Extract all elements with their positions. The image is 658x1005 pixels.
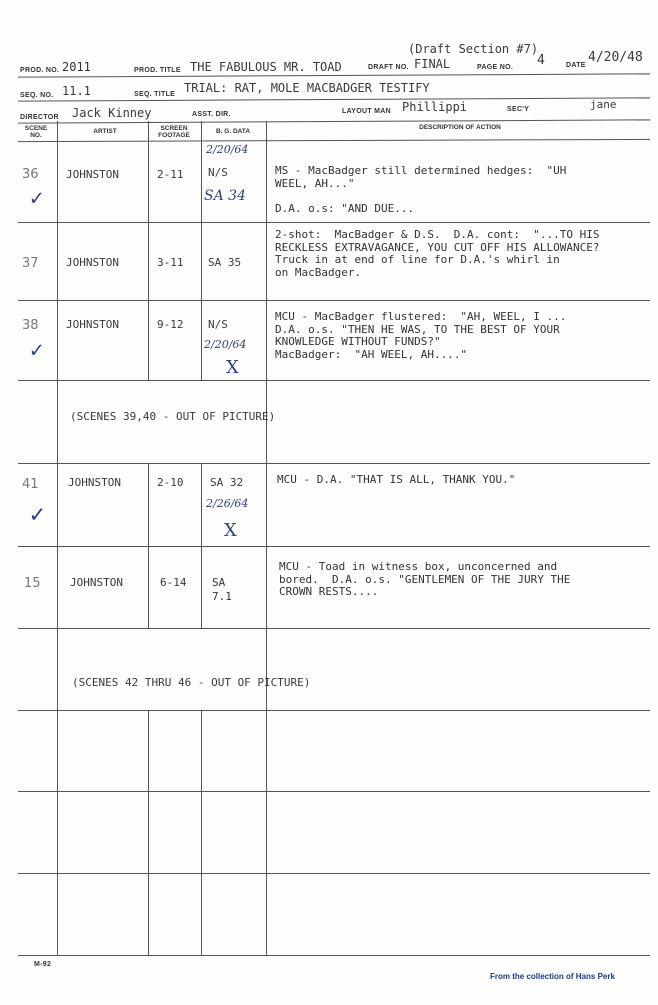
scene-number: 38 bbox=[22, 318, 39, 333]
secy-label: SEC'Y bbox=[507, 106, 530, 113]
artist: JOHNSTON bbox=[70, 576, 123, 589]
bg-hand-date: 2/20/64 bbox=[206, 143, 249, 156]
collection-credit: From the collection of Hans Perk bbox=[490, 972, 615, 981]
date: 4/20/48 bbox=[588, 50, 643, 65]
seq-no-label: SEQ. NO. bbox=[20, 92, 54, 99]
col-line-1 bbox=[57, 121, 58, 955]
draft-section: (Draft Section #7) bbox=[408, 42, 539, 56]
scene-number: 37 bbox=[22, 256, 39, 271]
artist: JOHNSTON bbox=[66, 256, 119, 269]
col-head-bg-data: B. G. DATA bbox=[215, 128, 251, 135]
layout-man-label: LAYOUT MAN bbox=[342, 108, 392, 115]
table-header-rule bbox=[18, 139, 650, 142]
prod-no: 2011 bbox=[62, 60, 91, 74]
col-line-4 bbox=[266, 121, 267, 955]
bg-data: SA 32 bbox=[210, 476, 244, 489]
page-no: 4 bbox=[537, 53, 545, 68]
col-line-3 bbox=[201, 121, 202, 955]
note-row-mask-2 bbox=[58, 629, 266, 710]
director: Jack Kinney bbox=[72, 106, 152, 120]
col-head-scene: SCENE NO. bbox=[24, 125, 48, 139]
seq-title: TRIAL: RAT, MOLE MACBADGER TESTIFY bbox=[184, 81, 430, 95]
note-out-of-picture: (SCENES 42 THRU 46 - OUT OF PICTURE) bbox=[72, 676, 311, 689]
screen-footage: 6-14 bbox=[160, 576, 187, 589]
check-mark: ✓ bbox=[30, 338, 44, 363]
row-rule-41 bbox=[18, 546, 650, 547]
scene-number: 36 bbox=[22, 167, 39, 182]
col-head-artist: ARTIST bbox=[93, 128, 117, 135]
bg-hand-mark: X bbox=[226, 357, 239, 378]
bg-data: SA 7.1 bbox=[212, 576, 232, 603]
bg-data: N/S bbox=[208, 318, 228, 331]
row-rule-42-46 bbox=[18, 710, 650, 711]
description: MCU - MacBadger flustered: "AH, WEEL, I ... D.A. o.s. "THEN HE WAS, TO THE BEST OF YOUR KNOWLEDGE WITHOUT FUNDS?" MacBadger: "AH WEEL, AH...." bbox=[275, 310, 567, 361]
row-rule-37 bbox=[18, 300, 650, 301]
prod-title: THE FABULOUS MR. TOAD bbox=[190, 60, 342, 74]
screen-footage: 9-12 bbox=[157, 318, 184, 331]
screen-footage: 2-10 bbox=[157, 476, 184, 489]
row-rule-blank-1 bbox=[18, 791, 650, 792]
date-label: DATE bbox=[566, 62, 586, 69]
secy: jane bbox=[590, 98, 617, 111]
scene-number: 15 bbox=[24, 576, 41, 591]
description: MCU - Toad in witness box, unconcerned and bored. D.A. o.s. "GENTLEMEN OF THE JURY THE CROWN RESTS.... bbox=[279, 560, 571, 598]
draft-no: FINAL bbox=[414, 57, 451, 71]
prod-no-label: PROD. NO. bbox=[20, 67, 60, 74]
col-head-description: DESCRIPTION OF ACTION bbox=[419, 124, 501, 131]
layout-man: Phillippi bbox=[402, 100, 468, 114]
draft-no-label: DRAFT NO. bbox=[368, 64, 409, 71]
note-out-of-picture: (SCENES 39,40 - OUT OF PICTURE) bbox=[70, 410, 276, 423]
asst-dir-label: ASST. DIR. bbox=[192, 111, 231, 118]
screen-footage: 2-11 bbox=[157, 168, 184, 181]
header-rule-2 bbox=[18, 97, 650, 101]
row-rule-blank-2 bbox=[18, 873, 650, 874]
row-rule-bottom bbox=[18, 955, 650, 956]
form-number: M-92 bbox=[34, 961, 52, 968]
screen-footage: 3-11 bbox=[157, 256, 184, 269]
check-mark: ✓ bbox=[30, 500, 45, 528]
check-mark: ✓ bbox=[30, 186, 44, 211]
row-rule-36 bbox=[18, 222, 650, 223]
seq-title-label: SEQ. TITLE bbox=[134, 91, 176, 98]
artist: JOHNSTON bbox=[66, 318, 119, 331]
bg-data: N/S bbox=[208, 166, 228, 179]
director-label: DIRECTOR bbox=[20, 114, 59, 121]
description: 2-shot: MacBadger & D.S. D.A. cont: "...TO HIS RECKLESS EXTRAVAGANCE, YOU CUT OFF HIS ALLOWANCE? Truck in at end of line for D.A.'s whirl in on MacBadger. bbox=[275, 228, 600, 279]
col-line-2 bbox=[148, 121, 149, 955]
artist: JOHNSTON bbox=[66, 168, 119, 181]
bg-hand-date: 2/20/64 bbox=[204, 338, 247, 351]
description: MCU - D.A. "THAT IS ALL, THANK YOU." bbox=[277, 473, 516, 486]
scene-number: 41 bbox=[22, 477, 39, 492]
prod-title-label: PROD. TITLE bbox=[134, 67, 181, 74]
bg-data: SA 35 bbox=[208, 256, 242, 269]
artist: JOHNSTON bbox=[68, 476, 121, 489]
page-no-label: PAGE NO. bbox=[477, 64, 514, 71]
col-head-footage: SCREEN FOOTAGE bbox=[158, 125, 190, 139]
bg-hand-date: 2/26/64 bbox=[206, 497, 249, 510]
seq-no: 11.1 bbox=[62, 84, 91, 98]
description: MS - MacBadger still determined hedges: "UH WEEL, AH..." D.A. o.s: "AND DUE... bbox=[275, 164, 567, 215]
row-rule-39-40 bbox=[18, 463, 650, 464]
bg-hand-extra: SA 34 bbox=[204, 188, 246, 204]
bg-hand-mark: X bbox=[224, 520, 237, 541]
